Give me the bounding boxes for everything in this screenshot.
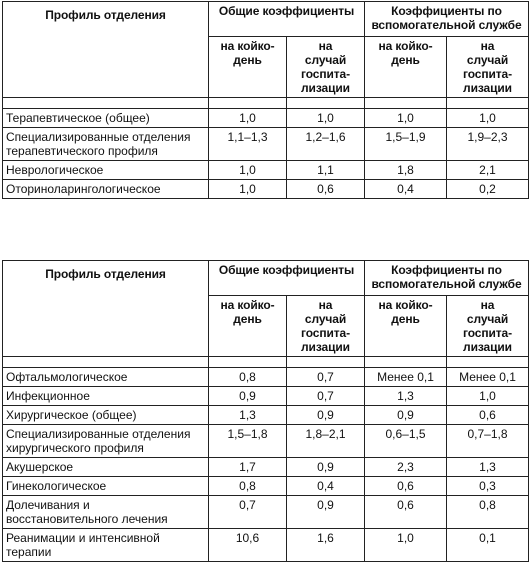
cell-value: 0,9 bbox=[287, 458, 365, 477]
cell-value: 1,3 bbox=[209, 406, 287, 425]
cell-value: 0,1 bbox=[447, 529, 529, 562]
cell-value: 1,7 bbox=[209, 458, 287, 477]
cell-value: 0,4 bbox=[287, 477, 365, 496]
table-row bbox=[3, 387, 529, 406]
cell-value: 1,0 bbox=[365, 529, 447, 562]
cell-value: 0,7 bbox=[209, 496, 287, 529]
cell-value: 0,7–1,8 bbox=[447, 425, 529, 458]
row-profile-name: Инфекционное bbox=[3, 387, 209, 406]
table-row bbox=[3, 406, 529, 425]
cell-value: 1,0 bbox=[447, 387, 529, 406]
cell-value: 1,6 bbox=[287, 529, 365, 562]
table-row bbox=[3, 180, 529, 199]
cell-value: 0,9 bbox=[287, 496, 365, 529]
cell-value: 1,3 bbox=[447, 458, 529, 477]
cell-value: 0,7 bbox=[287, 368, 365, 387]
cell-value: 0,6 bbox=[447, 406, 529, 425]
cell-value: 0,4 bbox=[365, 180, 447, 199]
cell-value: 0,8 bbox=[209, 477, 287, 496]
cell-value: 1,1 bbox=[287, 161, 365, 180]
spacer-row bbox=[3, 98, 529, 109]
cell-value: 1,9–2,3 bbox=[447, 128, 529, 161]
header-auxiliary-bed-day: на койко- день bbox=[365, 37, 447, 98]
cell-value: 1,8 bbox=[365, 161, 447, 180]
header-auxiliary-bed-day: на койко- день bbox=[365, 296, 447, 357]
cell-value: 1,8–2,1 bbox=[287, 425, 365, 458]
cell-value: 0,9 bbox=[209, 387, 287, 406]
row-profile-name: Оториноларингологическое bbox=[3, 180, 209, 199]
cell-value: 0,7 bbox=[287, 387, 365, 406]
row-profile-name: Терапевтическое (общее) bbox=[3, 109, 209, 128]
cell-value: 1,5–1,9 bbox=[365, 128, 447, 161]
cell-value: Менее 0,1 bbox=[447, 368, 529, 387]
table-row bbox=[3, 529, 529, 562]
header-auxiliary-hospitalization: на случай госпита- лизации bbox=[447, 37, 529, 98]
cell-value: 1,0 bbox=[447, 109, 529, 128]
table-row bbox=[3, 496, 529, 529]
cell-value: 0,2 bbox=[447, 180, 529, 199]
row-profile-name: Акушерское bbox=[3, 458, 209, 477]
cell-value: 10,6 bbox=[209, 529, 287, 562]
header-general-coefficients: Общие коэффициенты bbox=[209, 261, 365, 296]
cell-value: 1,1–1,3 bbox=[209, 128, 287, 161]
cell-value: 2,3 bbox=[365, 458, 447, 477]
row-profile-name: Реанимации и интенсивной терапии bbox=[3, 529, 209, 562]
cell-value: 1,2–1,6 bbox=[287, 128, 365, 161]
coefficients-table-surgical bbox=[2, 260, 529, 562]
header-general-bed-day: на койко- день bbox=[209, 296, 287, 357]
coefficients-table-therapeutic bbox=[2, 1, 529, 199]
row-profile-name: Специализированные отделения хирургического профиля bbox=[3, 425, 209, 458]
table-row bbox=[3, 458, 529, 477]
cell-value: 0,6 bbox=[365, 496, 447, 529]
table-row bbox=[3, 368, 529, 387]
header-general-hospitalization: на случай госпита- лизации bbox=[287, 296, 365, 357]
header-general-hospitalization: на случай госпита- лизации bbox=[287, 37, 365, 98]
row-profile-name: Офтальмологическое bbox=[3, 368, 209, 387]
row-profile-name: Долечивания и восстановительного лечения bbox=[3, 496, 209, 529]
header-general-coefficients: Общие коэффициенты bbox=[209, 2, 365, 37]
cell-value: 1,3 bbox=[365, 387, 447, 406]
cell-value: Менее 0,1 bbox=[365, 368, 447, 387]
header-auxiliary-coefficients: Коэффициенты по вспомогательной службе bbox=[365, 2, 529, 37]
cell-value: 1,0 bbox=[209, 161, 287, 180]
row-profile-name: Гинекологическое bbox=[3, 477, 209, 496]
table-row bbox=[3, 477, 529, 496]
header-auxiliary-coefficients: Коэффициенты по вспомогательной службе bbox=[365, 261, 529, 296]
cell-value: 1,0 bbox=[287, 109, 365, 128]
cell-value: 1,0 bbox=[209, 180, 287, 199]
cell-value: 1,5–1,8 bbox=[209, 425, 287, 458]
cell-value: 0,9 bbox=[287, 406, 365, 425]
row-profile-name: Неврологическое bbox=[3, 161, 209, 180]
header-general-bed-day: на койко- день bbox=[209, 37, 287, 98]
table-row bbox=[3, 128, 529, 161]
cell-value: 0,9 bbox=[365, 406, 447, 425]
table-row bbox=[3, 109, 529, 128]
table-row bbox=[3, 161, 529, 180]
header-profile: Профиль отделения bbox=[3, 2, 209, 98]
header-auxiliary-hospitalization: на случай госпита- лизации bbox=[447, 296, 529, 357]
cell-value: 0,8 bbox=[209, 368, 287, 387]
cell-value: 0,6 bbox=[365, 477, 447, 496]
cell-value: 0,3 bbox=[447, 477, 529, 496]
cell-value: 1,0 bbox=[365, 109, 447, 128]
header-profile: Профиль отделения bbox=[3, 261, 209, 357]
cell-value: 0,8 bbox=[447, 496, 529, 529]
spacer-row bbox=[3, 357, 529, 368]
cell-value: 1,0 bbox=[209, 109, 287, 128]
cell-value: 0,6–1,5 bbox=[365, 425, 447, 458]
cell-value: 0,6 bbox=[287, 180, 365, 199]
table-row bbox=[3, 425, 529, 458]
row-profile-name: Хирургическое (общее) bbox=[3, 406, 209, 425]
cell-value: 2,1 bbox=[447, 161, 529, 180]
row-profile-name: Специализированные отделения терапевтического профиля bbox=[3, 128, 209, 161]
